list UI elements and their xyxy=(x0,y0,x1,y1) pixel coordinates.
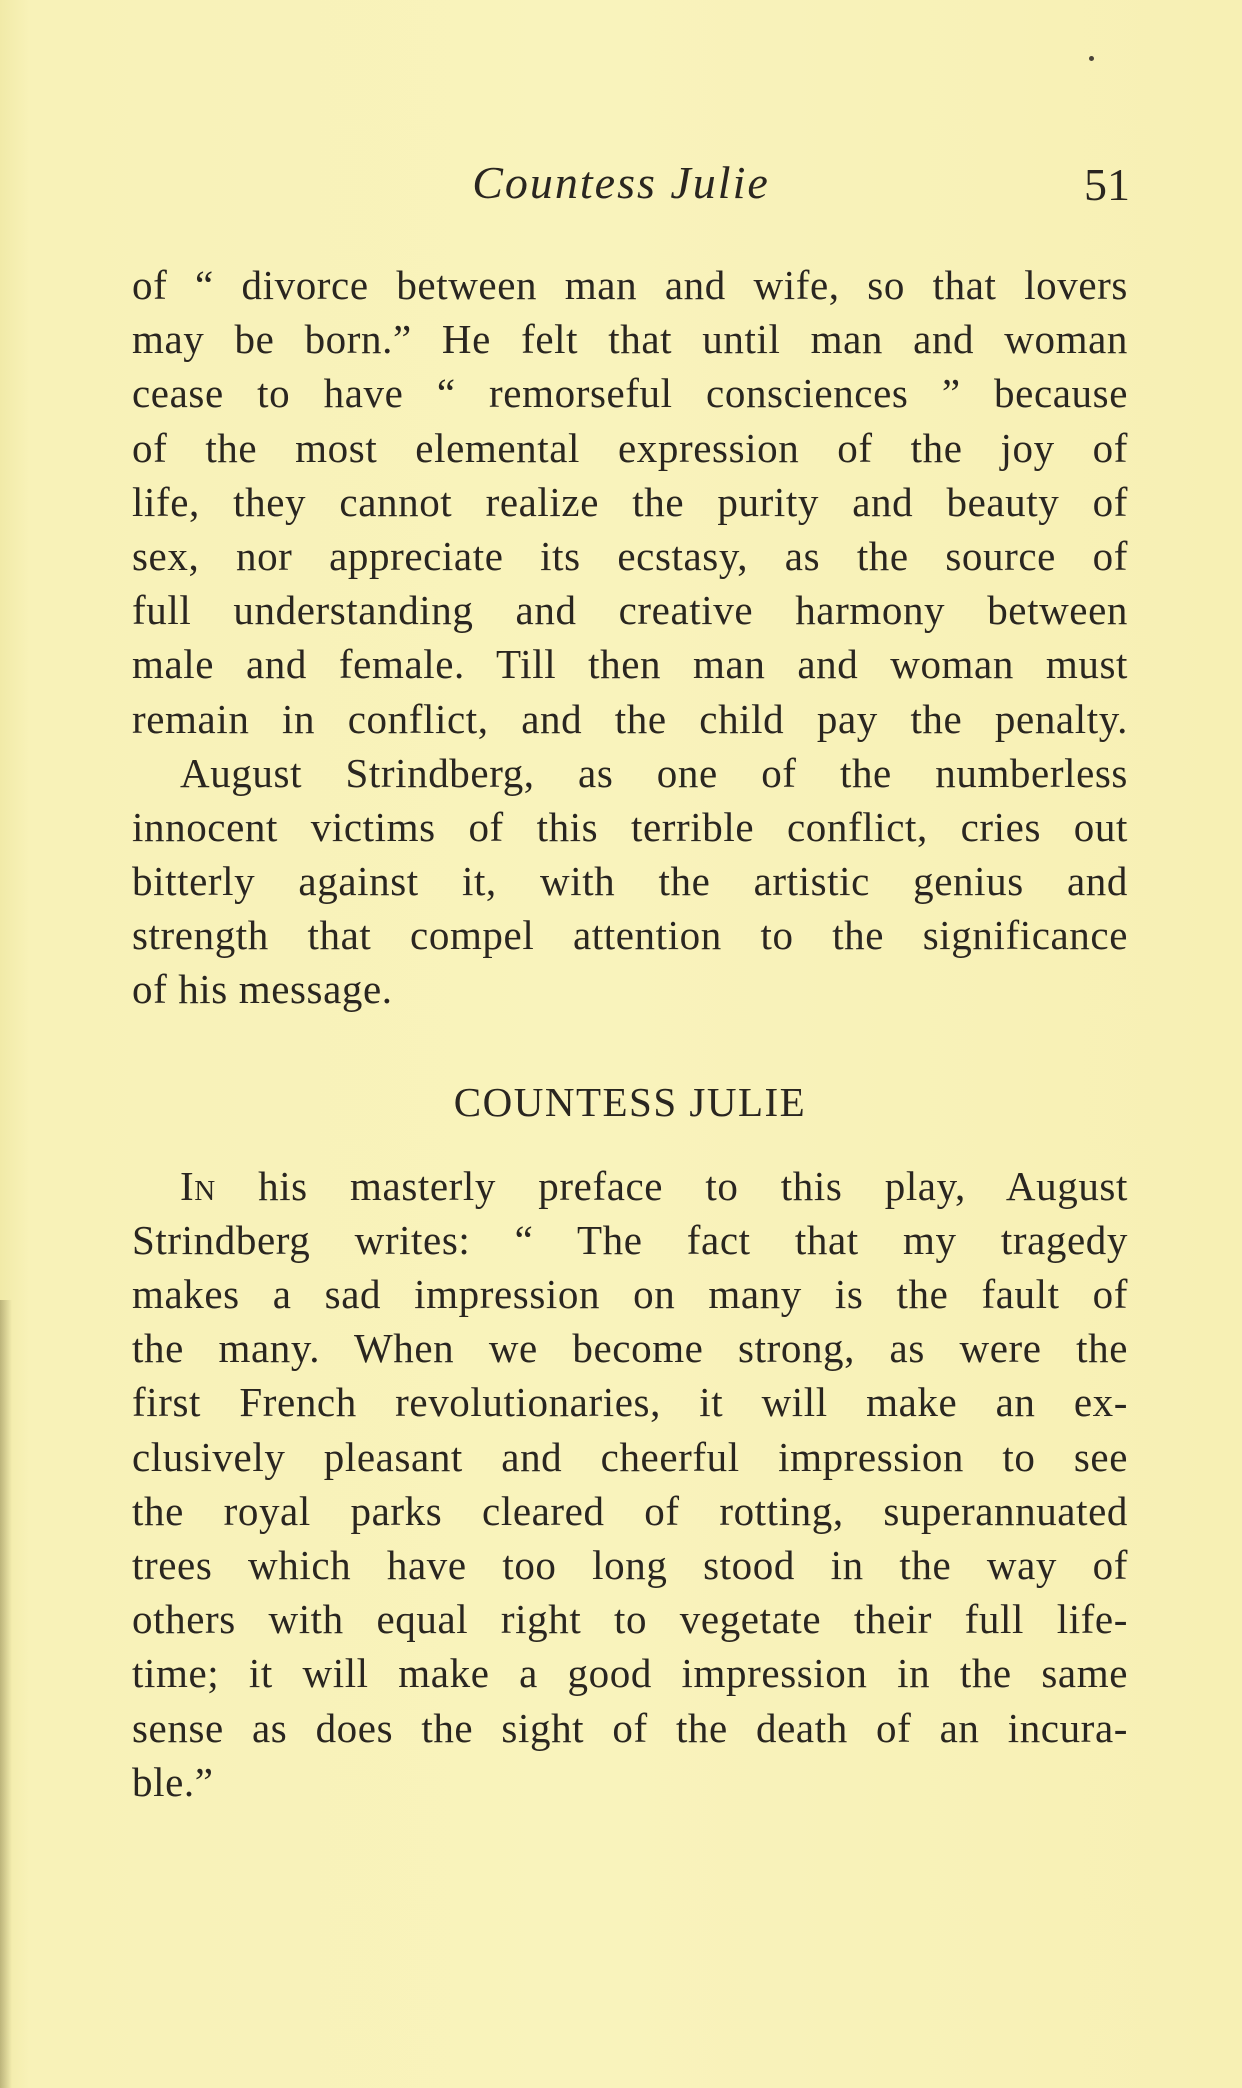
text-line: others with equal right to vegetate their full life- xyxy=(132,1596,1128,1643)
text-line xyxy=(132,1159,1128,1213)
text-line: sex, nor appreciate its ecstasy, as the source of xyxy=(132,532,1128,579)
text-line: the many. When we become strong, as were the xyxy=(132,1325,1128,1372)
text-line: may be born.” He felt that until man and woman xyxy=(132,316,1128,363)
text-line: full understanding and creative harmony between xyxy=(132,587,1128,634)
intro-paragraph-1 xyxy=(132,258,1128,746)
text-line: ble.” xyxy=(132,1758,214,1805)
running-title: Countess Julie xyxy=(472,157,770,208)
paper-speck xyxy=(1089,56,1094,61)
text-line: of the most elemental expression of the joy of xyxy=(132,424,1128,471)
intro-paragraph-2 xyxy=(132,746,1128,1017)
text-line: male and female. Till then man and woman must xyxy=(132,641,1128,688)
first-line-rest: his masterly preface to this play, August xyxy=(258,1162,1128,1209)
text-line: of “ divorce between man and wife, so that lovers xyxy=(132,262,1128,308)
section-paragraph xyxy=(132,1159,1128,1809)
text-line: of his message. xyxy=(132,966,393,1013)
text-line: life, they cannot realize the purity and beauty of xyxy=(132,478,1128,525)
first-word: In xyxy=(180,1162,216,1209)
text-line: cease to have “ remorseful consciences ” because xyxy=(132,370,1128,417)
body-text xyxy=(132,258,1128,1809)
text-line: sense as does the sight of the death of an incura- xyxy=(132,1704,1128,1751)
running-head xyxy=(0,150,1242,210)
text-line: trees which have too long stood in the way of xyxy=(132,1541,1128,1588)
text-line: makes a sad impression on many is the fault of xyxy=(132,1271,1128,1317)
text-line: August Strindberg, as one of the numberless xyxy=(180,749,1128,796)
section-heading: COUNTESS JULIE xyxy=(453,1078,807,1125)
text-line: time; it will make a good impression in the same xyxy=(132,1650,1128,1697)
text-line: strength that compel attention to the significance xyxy=(132,912,1128,959)
text-line: innocent victims of this terrible conflict, cries out xyxy=(132,803,1128,850)
page-number: 51 xyxy=(1084,159,1130,210)
text-line: first French revolutionaries, it will make an ex- xyxy=(132,1379,1128,1426)
text-line: bitterly against it, with the artistic genius and xyxy=(132,858,1128,905)
text-line: the royal parks cleared of rotting, superannuated xyxy=(132,1487,1128,1534)
binding-shadow xyxy=(0,1300,12,2088)
text-line: Strindberg writes: “ The fact that my tragedy xyxy=(132,1216,1128,1263)
text-line: remain in conflict, and the child pay the penalty. xyxy=(132,695,1128,742)
text-line: clusively pleasant and cheerful impression to see xyxy=(132,1433,1128,1480)
